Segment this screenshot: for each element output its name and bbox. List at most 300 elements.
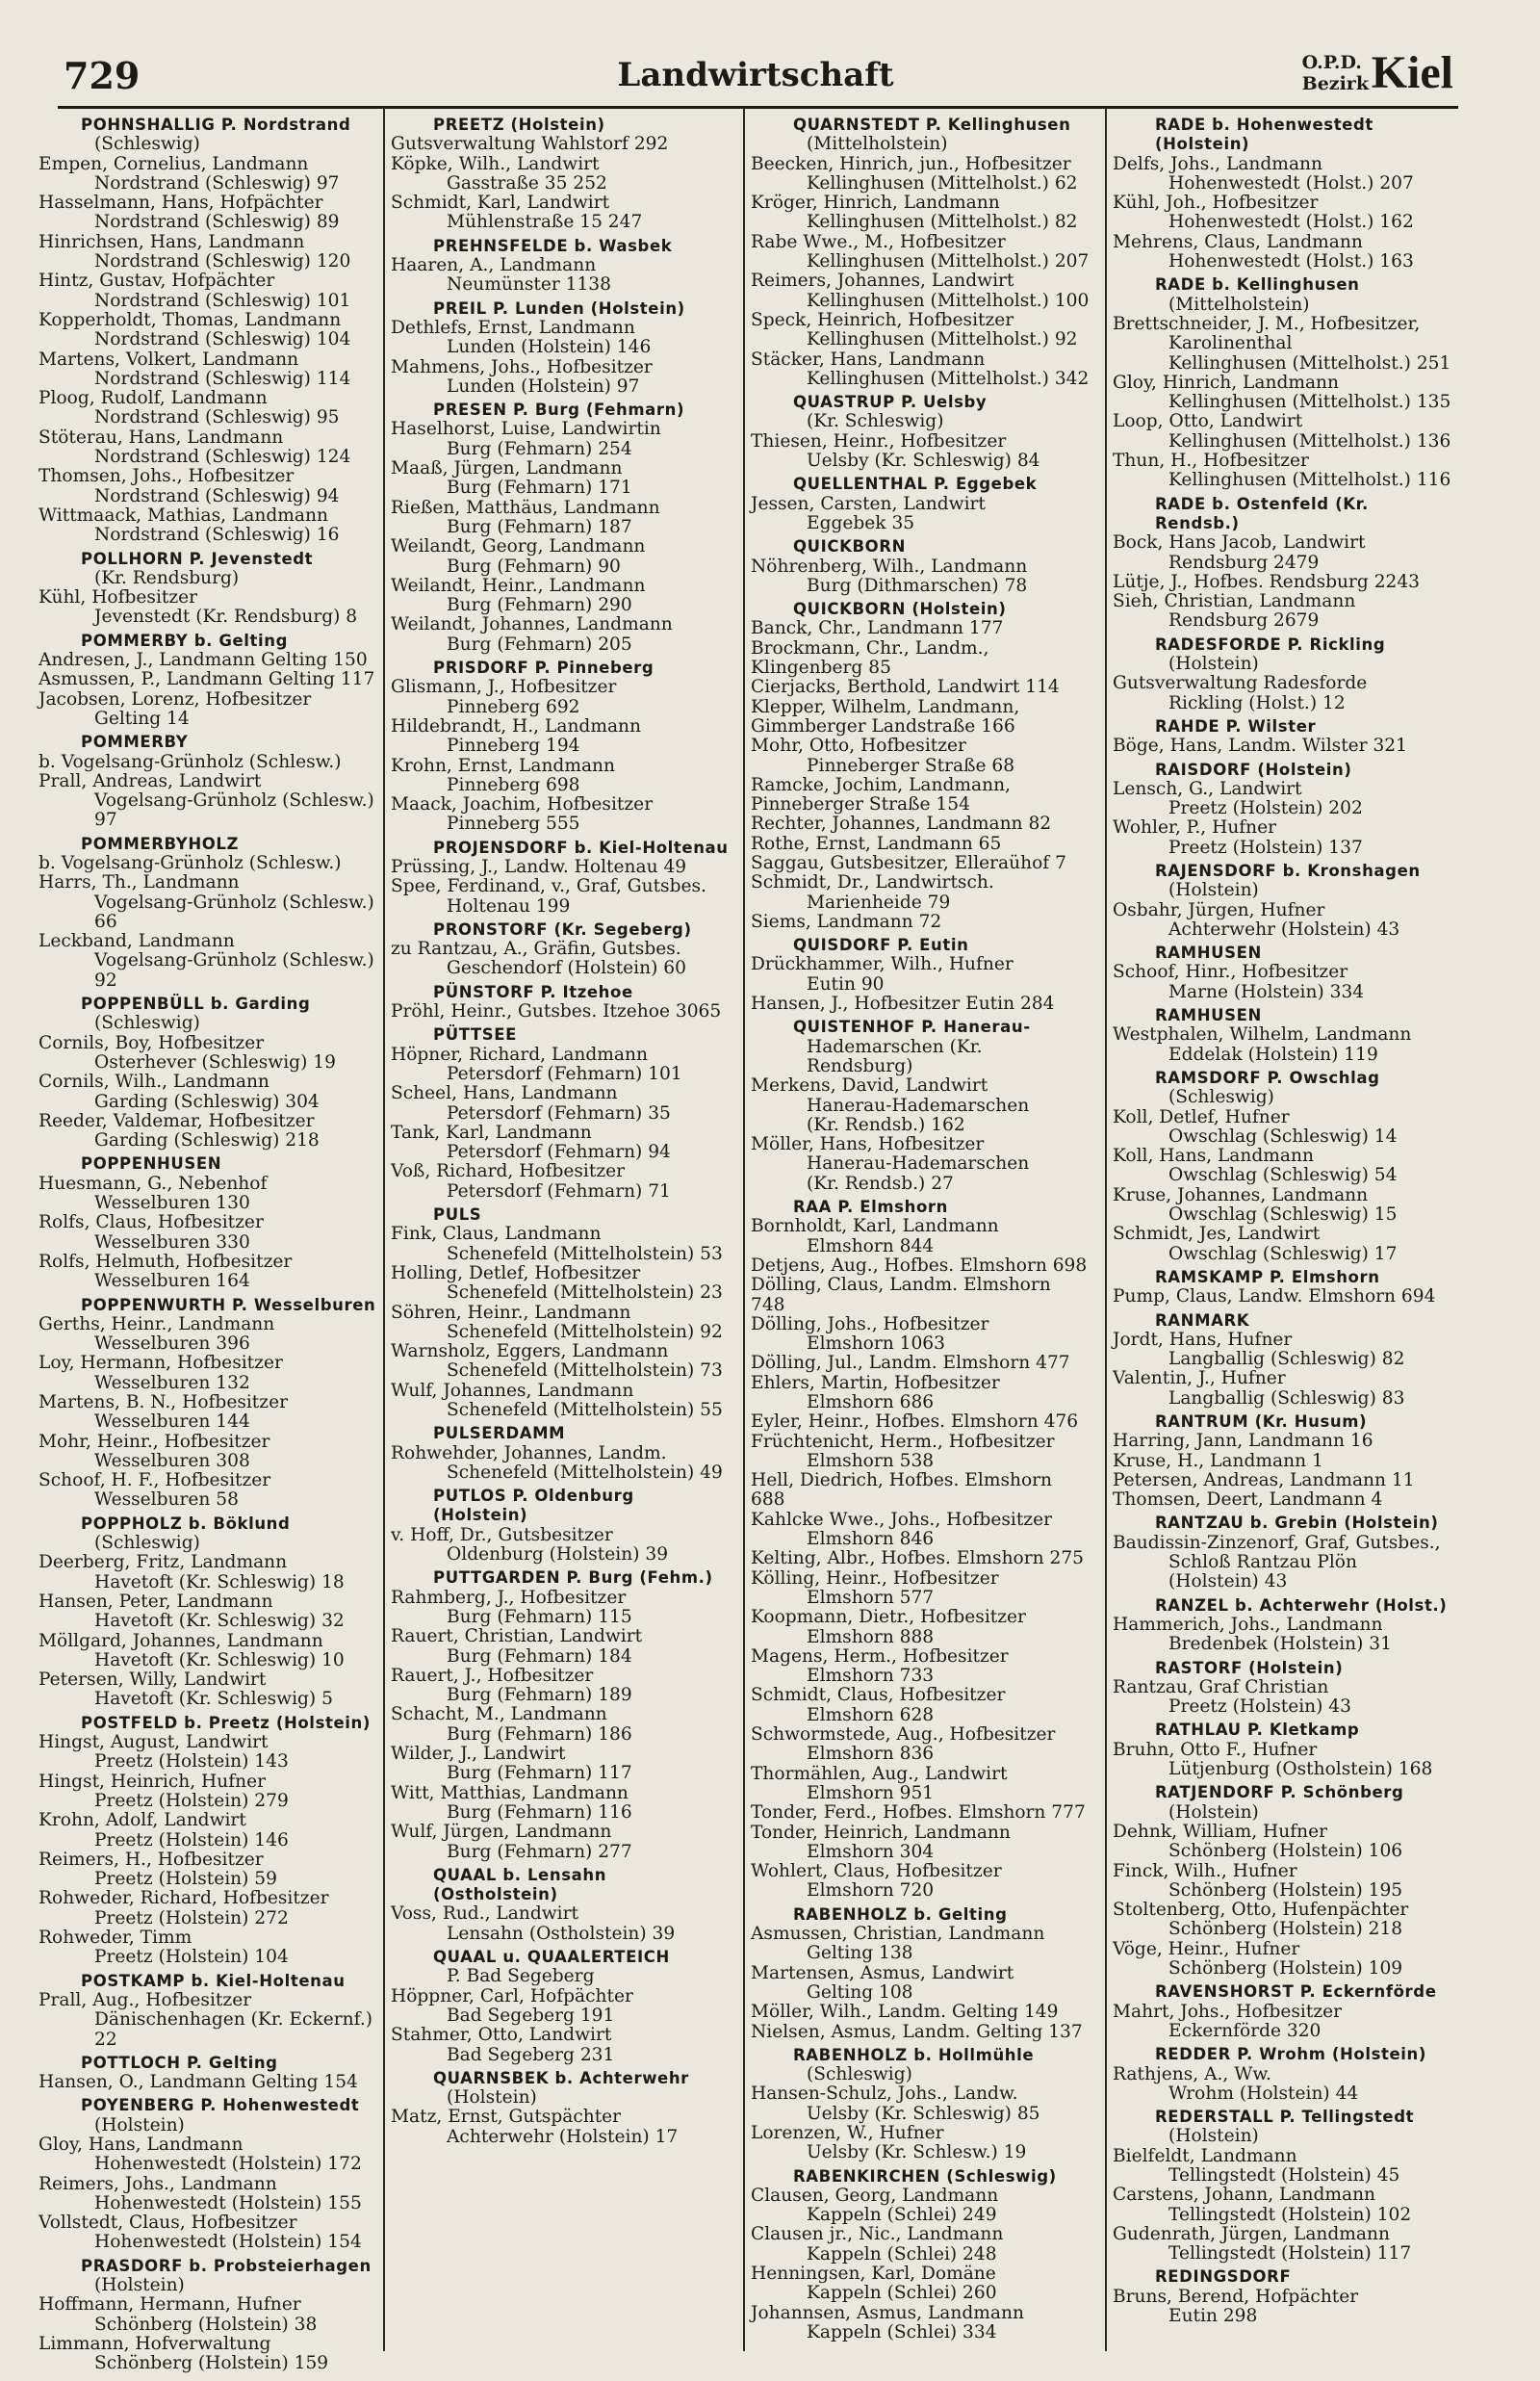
entry-line: Holling, Detlef, Hofbesitzer bbox=[391, 1262, 641, 1283]
entry-line: Prall, Andreas, Landwirt bbox=[38, 770, 262, 791]
entry-line: Rabe Wwe., M., Hofbesitzer bbox=[751, 231, 1006, 252]
entry-continuation: (Holstein) bbox=[1168, 1801, 1259, 1823]
place-heading: QUARNSBEK b. Achterwehr bbox=[433, 2068, 689, 2087]
entry-continuation: Owschlag (Schleswig) 17 bbox=[1168, 1243, 1398, 1264]
entry-continuation: (Schleswig) bbox=[94, 1533, 200, 1554]
entry-line: Rauert, Christian, Landwirt bbox=[391, 1626, 643, 1647]
entry-line: Mohr, Otto, Hofbesitzer bbox=[751, 736, 966, 757]
entry-line: Thomsen, Johs., Hofbesitzer bbox=[38, 466, 295, 487]
entry-continuation: Havetoft (Kr. Schleswig) 10 bbox=[94, 1649, 345, 1670]
place-heading: QUAAL u. QUAALERTEICH bbox=[433, 1948, 670, 1967]
entry-continuation: Langballig (Schleswig) 83 bbox=[1168, 1387, 1405, 1409]
entry-line: Mahmens, Johs., Hofbesitzer bbox=[391, 356, 653, 377]
entry-line: Schoof, H. F., Hofbesitzer bbox=[38, 1470, 271, 1491]
entry-line: Köpke, Wilh., Landwirt bbox=[391, 153, 600, 174]
entry-continuation: Nordstrand (Schleswig) 95 bbox=[94, 407, 340, 428]
entry-continuation: Preetz (Holstein) 59 bbox=[94, 1869, 277, 1890]
entry-continuation: Kappeln (Schlei) 334 bbox=[807, 2321, 997, 2342]
entry-line: Hansen, O., Landmann Gelting 154 bbox=[38, 2072, 358, 2093]
entry-continuation: Kellinghusen (Mittelholst.) 92 bbox=[807, 329, 1078, 350]
entry-continuation: Osterhever (Schleswig) 19 bbox=[94, 1051, 336, 1073]
entry-line: Clausen jr., Nic., Landmann bbox=[751, 2224, 1004, 2245]
entry-continuation: Petersdorf (Fehmarn) 71 bbox=[447, 1180, 671, 1202]
entry-line: Bruns, Berend, Hofpächter bbox=[1113, 2286, 1359, 2307]
entry-continuation: Kellinghusen (Mittelholst.) 135 bbox=[1168, 392, 1451, 413]
entry-continuation: Oldenburg (Holstein) 39 bbox=[447, 1544, 669, 1566]
entry-continuation: Nordstrand (Schleswig) 94 bbox=[94, 485, 340, 506]
place-heading: RAMHUSEN bbox=[1155, 1006, 1262, 1025]
entry-continuation: Burg (Fehmarn) 290 bbox=[447, 595, 632, 616]
entry-line: Mohr, Heinr., Hofbesitzer bbox=[38, 1431, 270, 1452]
entry-continuation: Marienheide 79 bbox=[807, 892, 951, 913]
entry-line: Möller, Hans, Hofbesitzer bbox=[751, 1134, 985, 1155]
entry-line: Bielfeldt, Landmann bbox=[1113, 2145, 1297, 2166]
entry-line: Thiesen, Heinr., Hofbesitzer bbox=[751, 430, 1007, 452]
entry-line: Voß, Richard, Hofbesitzer bbox=[391, 1161, 626, 1182]
place-heading: PROJENSDORF b. Kiel-Holtenau bbox=[433, 838, 729, 857]
entry-continuation: Elmshorn 577 bbox=[807, 1587, 935, 1608]
place-heading: RANTRUM (Kr. Husum) bbox=[1155, 1412, 1368, 1431]
entry-continuation: Schönberg (Holstein) 195 bbox=[1168, 1879, 1403, 1901]
entry-continuation: Kellinghusen (Mittelholst.) 342 bbox=[807, 368, 1090, 389]
entry-line: Dehnk, William, Hufner bbox=[1113, 1821, 1327, 1842]
entry-continuation: (Holstein) bbox=[94, 2114, 185, 2135]
entry-line: Voss, Rud., Landwirt bbox=[391, 1903, 578, 1925]
entry-line: Rantzau, Graf Christian bbox=[1113, 1676, 1329, 1697]
entry-continuation: Elmshorn 888 bbox=[807, 1626, 935, 1647]
place-heading: RADESFORDE P. Rickling bbox=[1155, 634, 1386, 654]
entry-continuation: Gelting 138 bbox=[807, 1943, 913, 1964]
entry-line: Petersen, Andreas, Landmann 11 bbox=[1113, 1469, 1415, 1490]
entry-line: Deerberg, Fritz, Landmann bbox=[38, 1552, 288, 1573]
entry-continuation: Schenefeld (Mittelholstein) 55 bbox=[447, 1400, 723, 1420]
entry-continuation: Hohenwestedt (Holstein) 154 bbox=[94, 2232, 362, 2253]
entry-line: Wulf, Johannes, Landmann bbox=[391, 1380, 634, 1401]
entry-continuation: Kellinghusen (Mittelholst.) 207 bbox=[807, 251, 1090, 272]
entry-line: Höppner, Carl, Hofpächter bbox=[391, 1985, 633, 2006]
entry-continuation: Petersdorf (Fehmarn) 35 bbox=[447, 1102, 671, 1124]
entry-line: Rechter, Johannes, Landmann 82 bbox=[751, 814, 1052, 835]
entry-line: Hansen, J., Hofbesitzer Eutin 284 bbox=[751, 994, 1055, 1015]
entry-line: Stoltenberg, Otto, Hufenpächter bbox=[1113, 1900, 1409, 1921]
entry-continuation: Burg (Fehmarn) 205 bbox=[447, 634, 632, 655]
entry-line: Lorenzen, W., Hufner bbox=[751, 2122, 944, 2143]
entry-line: Lensch, G., Landwirt bbox=[1113, 778, 1302, 799]
entry-continuation: Tellingstedt (Holstein) 117 bbox=[1168, 2243, 1412, 2265]
entry-continuation: Tellingstedt (Holstein) 102 bbox=[1168, 2204, 1412, 2225]
entry-continuation: Burg (Fehmarn) 189 bbox=[447, 1685, 632, 1706]
place-heading: POPPHOLZ b. Böklund bbox=[81, 1514, 291, 1533]
entry-line: Petersen, Willy, Landwirt bbox=[38, 1669, 267, 1691]
entry-continuation: Preetz (Holstein) 104 bbox=[94, 1947, 289, 1968]
entry-line: Hasselmann, Hans, Hofpächter bbox=[38, 193, 323, 214]
entry-line: Scheel, Hans, Landmann bbox=[391, 1083, 618, 1104]
entry-line: Sieh, Christian, Landmann bbox=[1113, 591, 1356, 612]
entry-line: Thun, H., Hofbesitzer bbox=[1113, 451, 1309, 472]
entry-line: Jordt, Hans, Hufner bbox=[1113, 1329, 1293, 1350]
entry-line: b. Vogelsang-Grünholz (Schlesw.) bbox=[38, 852, 342, 873]
entry-continuation: Marne (Holstein) 334 bbox=[1168, 981, 1365, 1002]
entry-continuation: (Holstein) bbox=[447, 2087, 537, 2109]
entry-line: Fink, Claus, Landmann bbox=[391, 1224, 602, 1245]
entry-continuation: Wesselburen 144 bbox=[94, 1411, 250, 1433]
entry-line: Reeder, Valdemar, Hofbesitzer bbox=[38, 1110, 315, 1131]
entry-continuation: Jevenstedt (Kr. Rendsburg) 8 bbox=[94, 607, 358, 628]
entry-continuation: Kappeln (Schlei) 260 bbox=[807, 2283, 997, 2304]
entry-line: Bock, Hans Jacob, Landwirt bbox=[1113, 532, 1366, 554]
entry-line: Gerths, Heinr., Landmann bbox=[38, 1313, 275, 1334]
entry-line: Hingst, August, Landwirt bbox=[38, 1732, 269, 1753]
place-heading: POSTFELD b. Preetz (Holstein) bbox=[81, 1713, 372, 1732]
entry-line: Kühl, Hofbesitzer bbox=[38, 587, 198, 608]
entry-continuation: (Holstein) bbox=[1168, 654, 1259, 675]
entry-continuation: Achterwehr (Holstein) 17 bbox=[447, 2126, 679, 2147]
entry-line: Martens, B. N., Hofbesitzer bbox=[38, 1392, 288, 1412]
entry-line: Vöge, Heinr., Hufner bbox=[1113, 1938, 1300, 1959]
entry-continuation: Preetz (Holstein) 202 bbox=[1168, 798, 1363, 819]
entry-continuation: (Schleswig) bbox=[94, 134, 200, 155]
entry-continuation: Schönberg (Holstein) 218 bbox=[1168, 1919, 1403, 1940]
entry-continuation: Achterwehr (Holstein) 43 bbox=[1168, 919, 1400, 940]
entry-line: Speck, Heinrich, Hofbesitzer bbox=[751, 309, 1014, 330]
place-heading: PÜNSTORF P. Itzehoe bbox=[433, 982, 633, 1001]
entry-line: Spee, Ferdinand, v., Graf, Gutsbes. bbox=[391, 876, 706, 897]
entry-continuation: Preetz (Holstein) 137 bbox=[1168, 837, 1363, 858]
entry-line: Wittmaack, Mathias, Landmann bbox=[38, 505, 328, 526]
entry-line: Bruhn, Otto F., Hufner bbox=[1113, 1739, 1318, 1760]
entry-continuation: Hohenwestedt (Holstein) 172 bbox=[94, 2154, 362, 2175]
entry-line: Kröger, Hinrich, Landmann bbox=[751, 193, 1000, 214]
entry-continuation: Kellinghusen (Mittelholst.) 251 bbox=[1168, 352, 1451, 374]
entry-continuation: Pinneberg 555 bbox=[447, 814, 580, 835]
place-heading: REDINGSDORF bbox=[1155, 2267, 1292, 2287]
entry-line: Kruse, H., Landmann 1 bbox=[1113, 1450, 1323, 1471]
entry-line: Hansen, Peter, Landmann bbox=[38, 1591, 273, 1612]
entry-continuation: Burg (Fehmarn) 277 bbox=[447, 1841, 632, 1862]
entry-line: Asmussen, Christian, Landmann bbox=[751, 1924, 1045, 1945]
entry-continuation: Schenefeld (Mittelholstein) 53 bbox=[447, 1243, 723, 1264]
entry-line: Ploog, Rudolf, Landmann bbox=[38, 388, 268, 409]
entry-line: Rolfs, Helmuth, Hofbesitzer bbox=[38, 1251, 293, 1272]
place-heading: POMMERBY b. Gelting bbox=[81, 631, 289, 650]
entry-line: Brettschneider, J. M., Hofbesitzer, bbox=[1113, 313, 1421, 334]
entry-continuation: Nordstrand (Schleswig) 101 bbox=[94, 290, 351, 311]
entry-continuation: Eutin 298 bbox=[1168, 2306, 1258, 2327]
entry-line: Cierjacks, Berthold, Landwirt 114 bbox=[751, 677, 1060, 698]
entry-continuation: Wesselburen 396 bbox=[94, 1333, 250, 1355]
entry-line: Wilder, J., Landwirt bbox=[391, 1744, 566, 1765]
entry-line: Stäcker, Hans, Landmann bbox=[751, 349, 986, 370]
entry-line: Eyler, Heinr., Hofbes. Elmshorn 476 bbox=[751, 1411, 1079, 1433]
entry-line: Dölling, Johs., Hofbesitzer bbox=[751, 1313, 989, 1334]
entry-line: Dethlefs, Ernst, Landmann bbox=[391, 317, 635, 338]
entry-continuation: Mühlenstraße 15 247 bbox=[447, 212, 643, 233]
entry-line: Möller, Wilh., Landm. Gelting 149 bbox=[751, 2002, 1059, 2023]
entry-line: Rohweder, Richard, Hofbesitzer bbox=[38, 1888, 329, 1909]
place-heading: PUTTGARDEN P. Burg (Fehm.) bbox=[433, 1568, 713, 1588]
place-heading: PREIL P. Lunden (Holstein) bbox=[433, 298, 685, 318]
entry-continuation: Uelsby (Kr. Schleswig) 85 bbox=[807, 2103, 1040, 2124]
entry-line: Beecken, Hinrich, jun., Hofbesitzer bbox=[751, 153, 1071, 174]
entry-continuation: (Schleswig) bbox=[1168, 1087, 1274, 1108]
entry-line: Vollstedt, Claus, Hofbesitzer bbox=[38, 2213, 297, 2234]
place-heading: RABENKIRCHEN (Schleswig) bbox=[793, 2166, 1057, 2186]
entry-line: b. Vogelsang-Grünholz (Schlesw.) bbox=[38, 751, 342, 772]
entry-line: Gloy, Hinrich, Landmann bbox=[1113, 372, 1340, 393]
place-heading: PREETZ (Holstein) bbox=[433, 116, 605, 134]
entry-line: Wulf, Jürgen, Landmann bbox=[391, 1822, 612, 1843]
entry-line: Gudenrath, Jürgen, Landmann bbox=[1113, 2223, 1390, 2244]
entry-continuation: Burg (Fehmarn) 117 bbox=[447, 1763, 632, 1784]
entry-line: Stöterau, Hans, Landmann bbox=[38, 427, 284, 448]
place-heading: POMMERBY bbox=[81, 733, 189, 752]
entry-continuation: Wesselburen 164 bbox=[94, 1271, 250, 1292]
entry-line: Limmann, Hofverwaltung bbox=[38, 2333, 271, 2354]
place-heading: RADE b. Kellinghusen bbox=[1155, 275, 1360, 295]
column-1 bbox=[38, 112, 377, 2374]
entry-continuation: Burg (Fehmarn) 90 bbox=[447, 556, 621, 577]
entry-line: Cornils, Wilh., Landmann bbox=[38, 1072, 270, 1093]
entry-continuation: Schenefeld (Mittelholstein) 73 bbox=[447, 1360, 723, 1382]
entry-line: Klepper, Wilhelm, Landmann, Gimmberger Landstraße 166 bbox=[751, 696, 1020, 737]
entry-continuation: Eckernförde 320 bbox=[1168, 2020, 1322, 2041]
entry-line: Thomsen, Deert, Landmann 4 bbox=[1113, 1489, 1383, 1511]
place-heading: RANZEL b. Achterwehr (Holst.) bbox=[1155, 1595, 1448, 1615]
place-heading: RANTZAU b. Grebin (Holstein) bbox=[1155, 1514, 1439, 1533]
entry-continuation: Wrohm (Holstein) 44 bbox=[1168, 2083, 1359, 2104]
entry-continuation: Hohenwestedt (Holstein) 155 bbox=[94, 2192, 362, 2213]
entry-continuation: (Kr. Rendsb.) 162 bbox=[807, 1114, 965, 1135]
entry-line: Delfs, Johs., Landmann bbox=[1113, 153, 1322, 174]
entry-line: Weilandt, Johannes, Landmann bbox=[391, 614, 673, 635]
entry-line: Harring, Jann, Landmann 16 bbox=[1113, 1431, 1373, 1452]
entry-line: Maaß, Jürgen, Landmann bbox=[391, 458, 623, 479]
place-heading: QUISTENHOF P. Hanerau- bbox=[793, 1018, 1031, 1037]
entry-continuation: Neumünster 1138 bbox=[447, 274, 611, 296]
entry-line: Wohlert, Claus, Hofbesitzer bbox=[751, 1861, 1002, 1882]
entry-continuation: Eggebek 35 bbox=[807, 512, 915, 533]
entry-continuation: Petersdorf (Fehmarn) 101 bbox=[447, 1063, 682, 1084]
entry-line: Martensen, Asmus, Landwirt bbox=[751, 1962, 1014, 1983]
entry-continuation: Garding (Schleswig) 218 bbox=[94, 1130, 320, 1152]
entry-line: Siems, Landmann 72 bbox=[751, 911, 942, 932]
entry-continuation: Owschlag (Schleswig) 14 bbox=[1168, 1126, 1398, 1147]
entry-line: Hingst, Heinrich, Hufner bbox=[38, 1771, 266, 1792]
entry-line: Pump, Claus, Landw. Elmshorn 694 bbox=[1113, 1286, 1436, 1307]
entry-line: Tonder, Ferd., Hofbes. Elmshorn 777 bbox=[751, 1802, 1086, 1824]
entry-continuation: Bredenbek (Holstein) 31 bbox=[1168, 1634, 1392, 1655]
entry-continuation: Schenefeld (Mittelholstein) 92 bbox=[447, 1321, 723, 1342]
entry-line: Rießen, Matthäus, Landmann bbox=[391, 497, 660, 518]
entry-continuation: Schönberg (Holstein) 38 bbox=[94, 2314, 318, 2335]
column-2 bbox=[391, 112, 730, 2345]
entry-continuation: Hanerau-Hademarschen bbox=[807, 1153, 1030, 1175]
entry-line: Westphalen, Wilhelm, Landmann bbox=[1113, 1024, 1412, 1046]
entry-line: Witt, Matthias, Landmann bbox=[391, 1782, 629, 1803]
entry-continuation: Schönberg (Holstein) 106 bbox=[1168, 1841, 1403, 1862]
entry-line: Möllgard, Johannes, Landmann bbox=[38, 1630, 323, 1651]
entry-continuation: Eutin 90 bbox=[807, 973, 885, 995]
entry-line: Drückhammer, Wilh., Hufner bbox=[751, 954, 1014, 975]
entry-continuation: Schönberg (Holstein) 159 bbox=[94, 2353, 329, 2374]
district-city: Kiel bbox=[1371, 47, 1453, 98]
entry-continuation: Vogelsang-Grünholz (Schlesw.) 97 bbox=[94, 790, 374, 831]
entry-continuation: Rickling (Holst.) 12 bbox=[1168, 692, 1346, 713]
entry-line: Warnsholz, Eggers, Landmann bbox=[391, 1341, 669, 1362]
column-divider bbox=[383, 108, 385, 2351]
entry-line: v. Hoff, Dr., Gutsbesitzer bbox=[391, 1524, 613, 1545]
place-heading: RAVENSHORST P. Eckernförde bbox=[1155, 1982, 1437, 2002]
entry-continuation: Vogelsang-Grünholz (Schlesw.) 66 bbox=[94, 892, 374, 932]
place-heading: POPPENHUSEN bbox=[81, 1154, 222, 1174]
entry-line: zu Rantzau, A., Gräfin, Gutsbes. bbox=[391, 939, 681, 960]
entry-line: Loy, Hermann, Hofbesitzer bbox=[38, 1353, 283, 1374]
entry-continuation: Havetoft (Kr. Schleswig) 18 bbox=[94, 1571, 345, 1592]
entry-line: Schmidt, Karl, Landwirt bbox=[391, 193, 610, 214]
entry-continuation: Elmshorn 733 bbox=[807, 1666, 935, 1687]
entry-line: Kahlcke Wwe., Johs., Hofbesitzer bbox=[751, 1509, 1052, 1530]
entry-continuation: Kellinghusen (Mittelholst.) 136 bbox=[1168, 430, 1451, 452]
entry-continuation: Kellinghusen (Mittelholst.) 100 bbox=[807, 290, 1090, 311]
entry-continuation: Hohenwestedt (Holst.) 162 bbox=[1168, 212, 1414, 233]
entry-continuation: (Holstein) bbox=[94, 2275, 185, 2296]
entry-continuation: Hohenwestedt (Holst.) 207 bbox=[1168, 172, 1414, 194]
entry-line: Rohwehder, Johannes, Landm. bbox=[391, 1442, 667, 1463]
place-heading: QUELLENTHAL P. Eggebek bbox=[793, 475, 1038, 494]
entry-line: Schoof, Hinr., Hofbesitzer bbox=[1113, 962, 1348, 983]
place-heading: REDDER P. Wrohm (Holstein) bbox=[1155, 2045, 1427, 2064]
entry-continuation: Lunden (Holstein) 97 bbox=[447, 375, 640, 397]
entry-line: Weilandt, Heinr., Landmann bbox=[391, 575, 646, 596]
column-divider bbox=[1105, 108, 1107, 2351]
entry-continuation: Pinneberg 698 bbox=[447, 774, 580, 795]
entry-line: Schmidt, Dr., Landwirtsch. bbox=[751, 872, 994, 893]
entry-continuation: Lunden (Holstein) 146 bbox=[447, 337, 652, 358]
entry-continuation: Bad Segeberg 231 bbox=[447, 2044, 615, 2065]
entry-line: Magens, Herm., Hofbesitzer bbox=[751, 1645, 1009, 1667]
entry-continuation: Elmshorn 720 bbox=[807, 1880, 935, 1902]
entry-line: Kühl, Joh., Hofbesitzer bbox=[1113, 193, 1319, 214]
entry-line: Rothe, Ernst, Landmann 65 bbox=[751, 833, 1002, 854]
entry-line: Baudissin-Zinzenorf, Graf, Gutsbes., bbox=[1113, 1532, 1441, 1553]
entry-continuation: Hohenwestedt (Holst.) 163 bbox=[1168, 251, 1414, 272]
entry-line: Haselhorst, Luise, Landwirtin bbox=[391, 419, 661, 440]
entry-continuation: Preetz (Holstein) 146 bbox=[94, 1829, 289, 1850]
entry-line: Koll, Detlef, Hufner bbox=[1113, 1106, 1290, 1127]
entry-line: Hoffmann, Hermann, Hufner bbox=[38, 2294, 301, 2316]
entry-continuation: Preetz (Holstein) 43 bbox=[1168, 1696, 1351, 1718]
entry-line: Kelting, Albr., Hofbes. Elmshorn 275 bbox=[751, 1548, 1084, 1569]
entry-line: Nöhrenberg, Wilh., Landmann bbox=[751, 556, 1028, 577]
entry-continuation: Burg (Fehmarn) 116 bbox=[447, 1801, 632, 1823]
entry-continuation: Kappeln (Schlei) 248 bbox=[807, 2243, 997, 2265]
entry-line: Ramcke, Jochim, Landmann, Pinneberger Straße 154 bbox=[751, 774, 1011, 815]
entry-continuation: Petersdorf (Fehmarn) 94 bbox=[447, 1142, 671, 1163]
place-heading: POHNSHALLIG P. Nordstrand bbox=[81, 116, 351, 134]
place-heading: RAISDORF (Holstein) bbox=[1155, 760, 1352, 779]
entry-line: Schmidt, Jes, Landwirt bbox=[1113, 1224, 1321, 1245]
entry-line: Merkens, David, Landwirt bbox=[751, 1075, 988, 1097]
page-header bbox=[58, 46, 1453, 114]
entry-continuation: Gasstraße 35 252 bbox=[447, 172, 607, 194]
entry-continuation: Owschlag (Schleswig) 54 bbox=[1168, 1165, 1398, 1186]
place-heading: REDERSTALL P. Tellingstedt bbox=[1155, 2108, 1415, 2127]
entry-line: Carstens, Johann, Landmann bbox=[1113, 2185, 1376, 2206]
place-heading: PRISDORF P. Pinneberg bbox=[433, 659, 654, 678]
entry-continuation: Dänischenhagen (Kr. Eckernf.) 22 bbox=[94, 2009, 372, 2050]
place-heading: QUICKBORN bbox=[793, 537, 906, 556]
entry-line: Haaren, A., Landmann bbox=[391, 255, 597, 276]
entry-line: Ehlers, Martin, Hofbesitzer bbox=[751, 1372, 1000, 1393]
entry-line: Dölling, Jul., Landm. Elmshorn 477 bbox=[751, 1353, 1070, 1374]
entry-continuation: Hademarschen (Kr. Rendsburg) bbox=[807, 1036, 983, 1076]
entry-line: Gutsverwaltung Wahlstorf 292 bbox=[391, 134, 669, 155]
entry-continuation: (Mittelholstein) bbox=[807, 134, 948, 155]
entry-continuation: (Kr. Rendsb.) 27 bbox=[807, 1173, 954, 1194]
entry-line: Maack, Joachim, Hofbesitzer bbox=[391, 794, 654, 815]
entry-continuation: Owschlag (Schleswig) 15 bbox=[1168, 1204, 1398, 1226]
entry-line: Rauert, J., Hofbesitzer bbox=[391, 1665, 594, 1686]
entry-continuation: Eddelak (Holstein) 119 bbox=[1168, 1044, 1378, 1065]
entry-continuation: Holtenau 199 bbox=[447, 895, 571, 917]
entry-line: Andresen, J., Landmann Gelting 150 bbox=[38, 650, 368, 671]
place-heading: QUAAL b. Lensahn (Ostholstein) bbox=[433, 1865, 607, 1904]
entry-line: Harrs, Th., Landmann bbox=[38, 872, 240, 893]
entry-continuation: Preetz (Holstein) 272 bbox=[94, 1907, 289, 1928]
entry-continuation: Burg (Fehmarn) 115 bbox=[447, 1606, 632, 1627]
entry-continuation: Kellinghusen (Mittelholst.) 62 bbox=[807, 172, 1078, 194]
entry-continuation: Pinneberg 194 bbox=[447, 736, 580, 757]
opd-abbrev: O.P.D. bbox=[1301, 52, 1362, 73]
entry-line: Hammerich, Johs., Landmann bbox=[1113, 1614, 1383, 1635]
entry-continuation: Garding (Schleswig) 304 bbox=[94, 1091, 320, 1112]
entry-line: Weilandt, Georg, Landmann bbox=[391, 536, 646, 557]
entry-continuation: Nordstrand (Schleswig) 104 bbox=[94, 329, 351, 350]
place-heading: RAMSKAMP P. Elmshorn bbox=[1155, 1267, 1380, 1286]
entry-continuation: Lütjenburg (Ostholstein) 168 bbox=[1168, 1759, 1433, 1780]
entry-line: Jessen, Carsten, Landwirt bbox=[751, 493, 986, 514]
entry-line: Schacht, M., Landmann bbox=[391, 1704, 607, 1725]
entry-line: Saggau, Gutsbesitzer, Elleraühof 7 bbox=[751, 852, 1066, 873]
entry-line: Wohler, P., Hufner bbox=[1113, 817, 1277, 839]
place-heading: POPPENBÜLL b. Garding bbox=[81, 995, 311, 1014]
entry-line: Krohn, Adolf, Landwirt bbox=[38, 1810, 246, 1831]
entry-continuation: Schönberg (Holstein) 109 bbox=[1168, 1958, 1403, 1980]
entry-continuation: Gelting 108 bbox=[807, 1981, 913, 2003]
entry-line: Dölling, Claus, Landm. Elmshorn 748 bbox=[751, 1275, 1051, 1315]
entry-continuation: Burg (Fehmarn) 186 bbox=[447, 1723, 632, 1745]
place-heading: QUICKBORN (Holstein) bbox=[793, 600, 1007, 619]
entry-line: Gutsverwaltung Radesforde bbox=[1113, 673, 1368, 694]
entry-line: Matz, Ernst, Gutspächter bbox=[391, 2107, 622, 2128]
place-heading: POSTKAMP b. Kiel-Holtenau bbox=[81, 1971, 346, 1990]
entry-line: Tonder, Heinrich, Landmann bbox=[751, 1822, 1011, 1843]
entry-line: Hildebrandt, H., Landmann bbox=[391, 715, 641, 737]
entry-line: Koopmann, Dietr., Hofbesitzer bbox=[751, 1607, 1026, 1628]
entry-continuation: Burg (Fehmarn) 184 bbox=[447, 1645, 632, 1667]
place-heading: PÜTTSEE bbox=[433, 1025, 518, 1045]
place-heading: RADE b. Hohenwestedt (Holstein) bbox=[1155, 116, 1373, 154]
place-heading: QUISDORF P. Eutin bbox=[793, 936, 969, 955]
entry-line: Empen, Cornelius, Landmann bbox=[38, 153, 309, 174]
entry-continuation: Elmshorn 846 bbox=[807, 1529, 935, 1550]
entry-line: Clausen, Georg, Landmann bbox=[751, 2185, 999, 2206]
place-heading: POTTLOCH P. Gelting bbox=[81, 2053, 278, 2072]
entry-continuation: Vogelsang-Grünholz (Schlesw.) 92 bbox=[94, 950, 374, 991]
entry-line: Koll, Hans, Landmann bbox=[1113, 1146, 1314, 1167]
entry-line: Prüssing, J., Landw. Holtenau 49 bbox=[391, 856, 687, 877]
entry-continuation: Nordstrand (Schleswig) 89 bbox=[94, 212, 340, 233]
